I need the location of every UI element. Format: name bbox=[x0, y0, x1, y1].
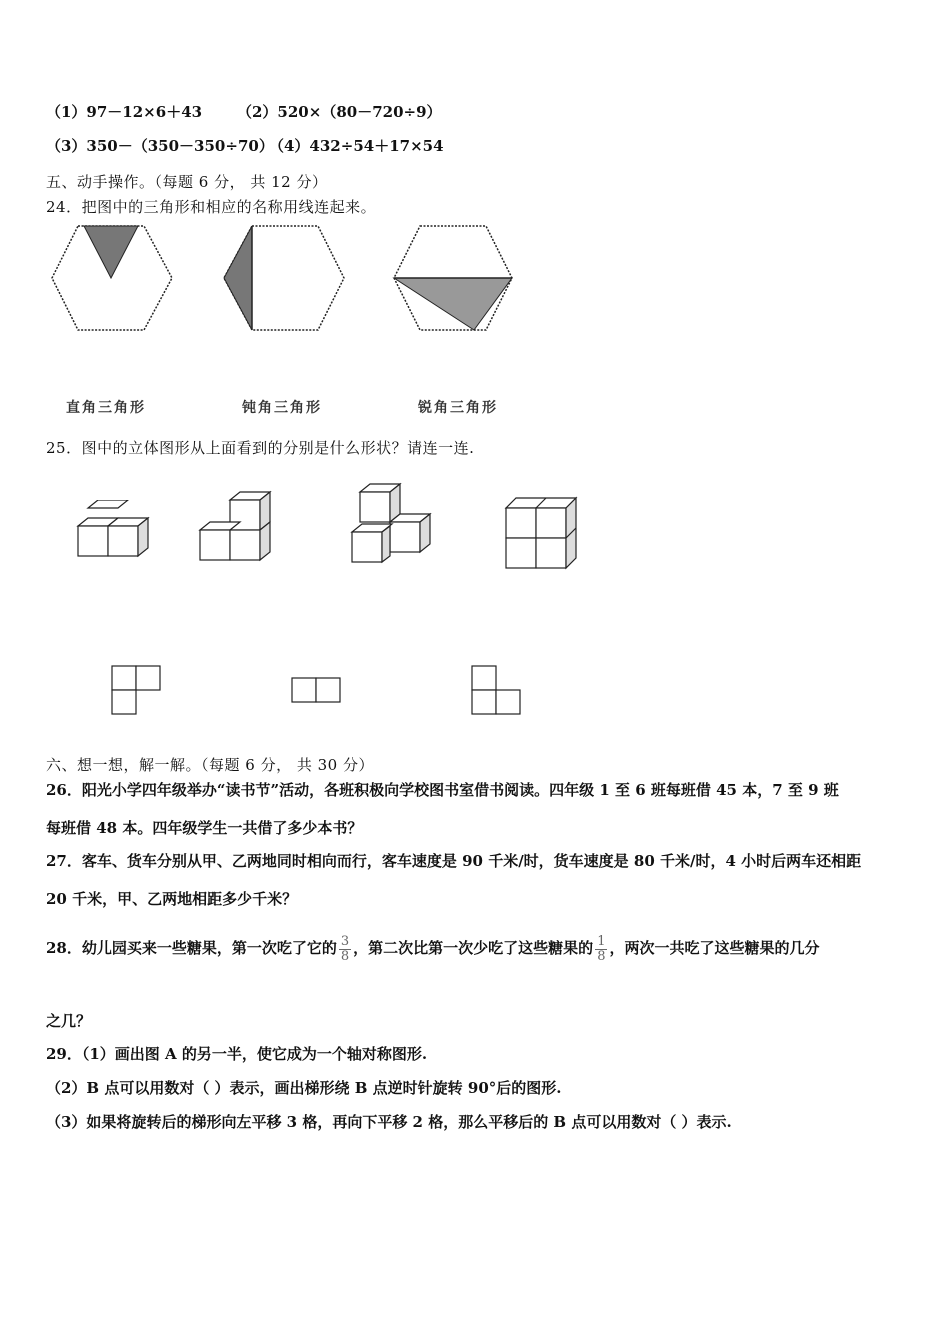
fraction-2-denominator: 8 bbox=[597, 948, 606, 964]
fraction-1-denominator: 8 bbox=[340, 948, 350, 964]
fraction-three-eighths bbox=[339, 935, 351, 964]
calc-item-4: （4）432÷54＋17×54 bbox=[269, 137, 444, 155]
fraction-one-eighth bbox=[595, 935, 607, 964]
question-28-line-2: 之几？ bbox=[46, 1012, 92, 1030]
top-view-3 bbox=[470, 664, 526, 718]
fraction-2-numerator: 1 bbox=[597, 933, 606, 949]
question-26-line-2: 每班借 48 本。四年级学生一共借了多少本书？ bbox=[46, 819, 363, 837]
top-view-2 bbox=[290, 676, 346, 706]
section-5-title: 五、动手操作。（每题 6 分， 共 12 分） bbox=[46, 173, 328, 191]
hexagon-figure-2 bbox=[218, 222, 348, 334]
top-view-1 bbox=[110, 664, 166, 718]
fraction-1-numerator: 3 bbox=[340, 933, 350, 949]
question-29-line-3: （3）如果将旋转后的梯形向左平移 3 格，再向下平移 2 格，那么平移后的 B 点可以用数对（ ）表示. bbox=[46, 1113, 732, 1131]
question-29-line-1: 29．（1）画出图 A 的另一半，使它成为一个轴对称图形. bbox=[46, 1045, 428, 1063]
calc-item-3: （3）350－（350－350÷70） bbox=[46, 137, 274, 155]
question-28-part-2: ，第二次比第一次少吃了这些糖果的 bbox=[353, 939, 594, 957]
solid-figure-3 bbox=[344, 480, 444, 570]
solid-figure-2 bbox=[192, 488, 282, 568]
question-27-line-2: 20 千米，甲、乙两地相距多少千米？ bbox=[46, 890, 298, 908]
question-24-text: 24．把图中的三角形和相应的名称用线连起来。 bbox=[46, 198, 377, 216]
question-28-line-1 bbox=[46, 928, 916, 968]
hexagon-figure-1 bbox=[48, 222, 178, 334]
question-28-part-3: ，两次一共吃了这些糖果的几分 bbox=[609, 939, 820, 957]
question-28-part-1: 28．幼儿园买来一些糖果，第一次吃了它的 bbox=[46, 939, 337, 957]
hexagon-figure-3 bbox=[388, 222, 518, 334]
question-29-line-2: （2）B 点可以用数对（ ）表示，画出梯形绕 B 点逆时针旋转 90°后的图形. bbox=[46, 1079, 562, 1097]
question-27-line-1: 27．客车、货车分别从甲、乙两地同时相向而行，客车速度是 90 千米/时，货车速度是 80 千米/时，4 小时后两车还相距 bbox=[46, 852, 862, 870]
solid-figure-1 bbox=[70, 500, 160, 570]
section-6-title: 六、想一想，解一解。（每题 6 分， 共 30 分） bbox=[46, 756, 374, 774]
question-25-text: 25．图中的立体图形从上面看到的分别是什么形状？请连一连. bbox=[46, 439, 475, 457]
calc-item-2: （2）520×（80－720÷9） bbox=[237, 103, 442, 121]
label-acute-triangle: 锐角三角形 bbox=[418, 400, 498, 416]
label-right-triangle: 直角三角形 bbox=[66, 400, 146, 416]
solid-figure-4 bbox=[498, 494, 588, 574]
question-26-line-1: 26．阳光小学四年级举办“读书节”活动，各班积极向学校图书室借书阅读。四年级 1 至 6 班每班借 45 本，7 至 9 班 bbox=[46, 781, 839, 799]
calc-item-1: （1）97－12×6＋43 bbox=[46, 103, 203, 121]
label-obtuse-triangle: 钝角三角形 bbox=[242, 400, 322, 416]
